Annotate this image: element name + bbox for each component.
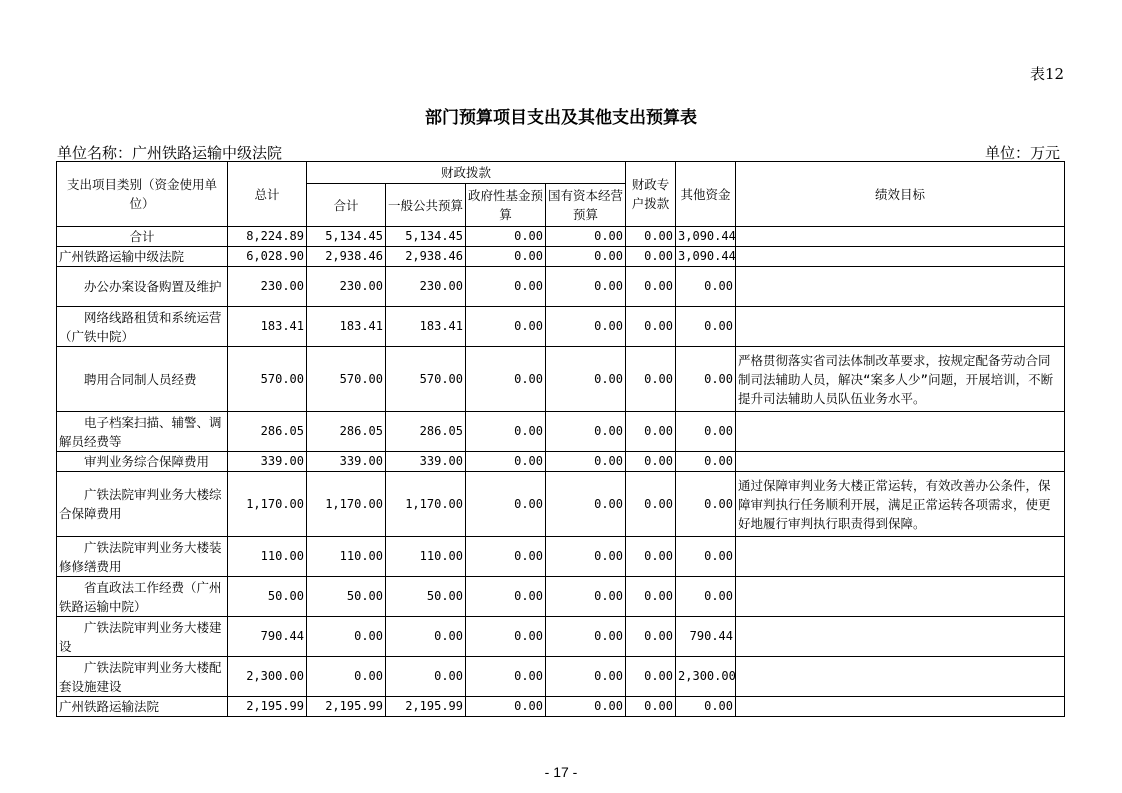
table-row — [57, 537, 1065, 577]
cell-gov-fund: 0.00 — [466, 452, 546, 472]
table-row — [57, 307, 1065, 347]
table-row — [57, 267, 1065, 307]
cell-fiscal-total: 0.00 — [307, 657, 386, 697]
cell-fiscal-total: 1,170.00 — [307, 472, 386, 537]
cell-fiscal-total: 230.00 — [307, 267, 386, 307]
cell-goal: 通过保障审判业务大楼正常运转，有效改善办公条件，保障审判执行任务顺利开展，满足正常运转各项需求，使更好地履行审判执行职责得到保障。 — [736, 472, 1065, 537]
cell-special: 0.00 — [626, 452, 676, 472]
table-row — [57, 697, 1065, 717]
cell-gov-fund: 0.00 — [466, 247, 546, 267]
cell-general: 339.00 — [386, 452, 466, 472]
header-gov-fund: 政府性基金预算 — [466, 184, 546, 227]
header-goal: 绩效目标 — [736, 162, 1065, 227]
table-row — [57, 227, 1065, 247]
cell-general: 0.00 — [386, 617, 466, 657]
cell-state: 0.00 — [546, 537, 626, 577]
cell-special: 0.00 — [626, 307, 676, 347]
cell-other: 0.00 — [676, 347, 736, 412]
cell-other: 0.00 — [676, 452, 736, 472]
cell-gov-fund: 0.00 — [466, 537, 546, 577]
cell-special: 0.00 — [626, 267, 676, 307]
header-fiscal-total: 合计 — [307, 184, 386, 227]
cell-other: 0.00 — [676, 267, 736, 307]
cell-gov-fund: 0.00 — [466, 697, 546, 717]
row-name: 聘用合同制人员经费 — [57, 347, 228, 412]
cell-total: 339.00 — [228, 452, 307, 472]
cell-total: 2,195.99 — [228, 697, 307, 717]
cell-gov-fund: 0.00 — [466, 472, 546, 537]
cell-state: 0.00 — [546, 657, 626, 697]
cell-special: 0.00 — [626, 537, 676, 577]
cell-state: 0.00 — [546, 472, 626, 537]
cell-special: 0.00 — [626, 657, 676, 697]
cell-fiscal-total: 2,938.46 — [307, 247, 386, 267]
row-name: 广州铁路运输法院 — [57, 697, 228, 717]
cell-gov-fund: 0.00 — [466, 307, 546, 347]
cell-goal — [736, 307, 1065, 347]
cell-state: 0.00 — [546, 227, 626, 247]
cell-fiscal-total: 570.00 — [307, 347, 386, 412]
cell-general: 1,170.00 — [386, 472, 466, 537]
cell-total: 8,224.89 — [228, 227, 307, 247]
cell-total: 286.05 — [228, 412, 307, 452]
cell-general: 0.00 — [386, 657, 466, 697]
cell-fiscal-total: 5,134.45 — [307, 227, 386, 247]
table-row — [57, 412, 1065, 452]
cell-other: 0.00 — [676, 577, 736, 617]
row-name: 省直政法工作经费（广州铁路运输中院） — [57, 577, 228, 617]
row-name: 广州铁路运输中级法院 — [57, 247, 228, 267]
page-number: - 17 - — [544, 764, 578, 780]
cell-other: 3,090.44 — [676, 247, 736, 267]
cell-gov-fund: 0.00 — [466, 347, 546, 412]
header-fiscal: 财政拨款 — [307, 162, 626, 184]
cell-general: 570.00 — [386, 347, 466, 412]
cell-goal — [736, 657, 1065, 697]
row-name: 合计 — [57, 227, 228, 247]
header-general-public: 一般公共预算 — [386, 184, 466, 227]
page-title: 部门预算项目支出及其他支出预算表 — [425, 108, 697, 128]
cell-goal — [736, 227, 1065, 247]
table-row — [57, 617, 1065, 657]
cell-state: 0.00 — [546, 577, 626, 617]
cell-goal — [736, 267, 1065, 307]
cell-gov-fund: 0.00 — [466, 227, 546, 247]
cell-gov-fund: 0.00 — [466, 267, 546, 307]
table-number: 表12 — [1030, 65, 1065, 83]
cell-gov-fund: 0.00 — [466, 577, 546, 617]
unit-label: 单位：万元 — [985, 144, 1061, 162]
header-state-capital: 国有资本经营预算 — [546, 184, 626, 227]
cell-goal: 严格贯彻落实省司法体制改革要求，按规定配备劳动合同制司法辅助人员，解决“案多人少”问题，开展培训，不断提升司法辅助人员队伍业务水平。 — [736, 347, 1065, 412]
cell-goal — [736, 537, 1065, 577]
cell-other: 0.00 — [676, 697, 736, 717]
row-name: 广铁法院审判业务大楼装修修缮费用 — [57, 537, 228, 577]
cell-fiscal-total: 50.00 — [307, 577, 386, 617]
row-name: 广铁法院审判业务大楼建设 — [57, 617, 228, 657]
row-name: 广铁法院审判业务大楼配套设施建设 — [57, 657, 228, 697]
cell-state: 0.00 — [546, 452, 626, 472]
cell-general: 2,195.99 — [386, 697, 466, 717]
cell-other: 2,300.00 — [676, 657, 736, 697]
row-name: 电子档案扫描、辅警、调解员经费等 — [57, 412, 228, 452]
cell-state: 0.00 — [546, 247, 626, 267]
cell-general: 50.00 — [386, 577, 466, 617]
cell-other: 0.00 — [676, 537, 736, 577]
header-special: 财政专户拨款 — [626, 162, 676, 227]
cell-state: 0.00 — [546, 307, 626, 347]
cell-total: 570.00 — [228, 347, 307, 412]
cell-special: 0.00 — [626, 697, 676, 717]
cell-other: 0.00 — [676, 307, 736, 347]
cell-gov-fund: 0.00 — [466, 617, 546, 657]
cell-special: 0.00 — [626, 227, 676, 247]
cell-total: 790.44 — [228, 617, 307, 657]
budget-table — [56, 161, 1065, 717]
cell-goal — [736, 247, 1065, 267]
cell-total: 183.41 — [228, 307, 307, 347]
cell-special: 0.00 — [626, 412, 676, 452]
cell-state: 0.00 — [546, 347, 626, 412]
cell-fiscal-total: 0.00 — [307, 617, 386, 657]
cell-general: 230.00 — [386, 267, 466, 307]
header-category: 支出项目类别（资金使用单位） — [57, 162, 228, 227]
cell-goal — [736, 412, 1065, 452]
cell-goal — [736, 577, 1065, 617]
cell-fiscal-total: 183.41 — [307, 307, 386, 347]
cell-special: 0.00 — [626, 617, 676, 657]
cell-fiscal-total: 110.00 — [307, 537, 386, 577]
cell-fiscal-total: 339.00 — [307, 452, 386, 472]
cell-special: 0.00 — [626, 472, 676, 537]
cell-general: 2,938.46 — [386, 247, 466, 267]
cell-general: 286.05 — [386, 412, 466, 452]
cell-state: 0.00 — [546, 412, 626, 452]
cell-other: 790.44 — [676, 617, 736, 657]
cell-special: 0.00 — [626, 247, 676, 267]
cell-total: 2,300.00 — [228, 657, 307, 697]
cell-other: 0.00 — [676, 412, 736, 452]
cell-total: 50.00 — [228, 577, 307, 617]
cell-other: 3,090.44 — [676, 227, 736, 247]
cell-other: 0.00 — [676, 472, 736, 537]
cell-goal — [736, 617, 1065, 657]
cell-goal — [736, 452, 1065, 472]
cell-total: 6,028.90 — [228, 247, 307, 267]
row-name: 广铁法院审判业务大楼综合保障费用 — [57, 472, 228, 537]
cell-general: 110.00 — [386, 537, 466, 577]
row-name: 审判业务综合保障费用 — [57, 452, 228, 472]
cell-total: 110.00 — [228, 537, 307, 577]
cell-general: 183.41 — [386, 307, 466, 347]
cell-special: 0.00 — [626, 347, 676, 412]
table-row — [57, 452, 1065, 472]
cell-state: 0.00 — [546, 617, 626, 657]
header-total: 总计 — [228, 162, 307, 227]
table-row — [57, 472, 1065, 537]
cell-total: 230.00 — [228, 267, 307, 307]
cell-state: 0.00 — [546, 697, 626, 717]
cell-general: 5,134.45 — [386, 227, 466, 247]
table-row — [57, 657, 1065, 697]
row-name: 办公办案设备购置及维护 — [57, 267, 228, 307]
cell-fiscal-total: 2,195.99 — [307, 697, 386, 717]
cell-special: 0.00 — [626, 577, 676, 617]
cell-goal — [736, 697, 1065, 717]
row-name: 网络线路租赁和系统运营（广铁中院） — [57, 307, 228, 347]
cell-fiscal-total: 286.05 — [307, 412, 386, 452]
unit-name: 单位名称：广州铁路运输中级法院 — [57, 144, 283, 162]
cell-gov-fund: 0.00 — [466, 412, 546, 452]
cell-state: 0.00 — [546, 267, 626, 307]
cell-total: 1,170.00 — [228, 472, 307, 537]
table-row — [57, 247, 1065, 267]
header-other: 其他资金 — [676, 162, 736, 227]
table-row — [57, 347, 1065, 412]
table-row — [57, 577, 1065, 617]
cell-gov-fund: 0.00 — [466, 657, 546, 697]
